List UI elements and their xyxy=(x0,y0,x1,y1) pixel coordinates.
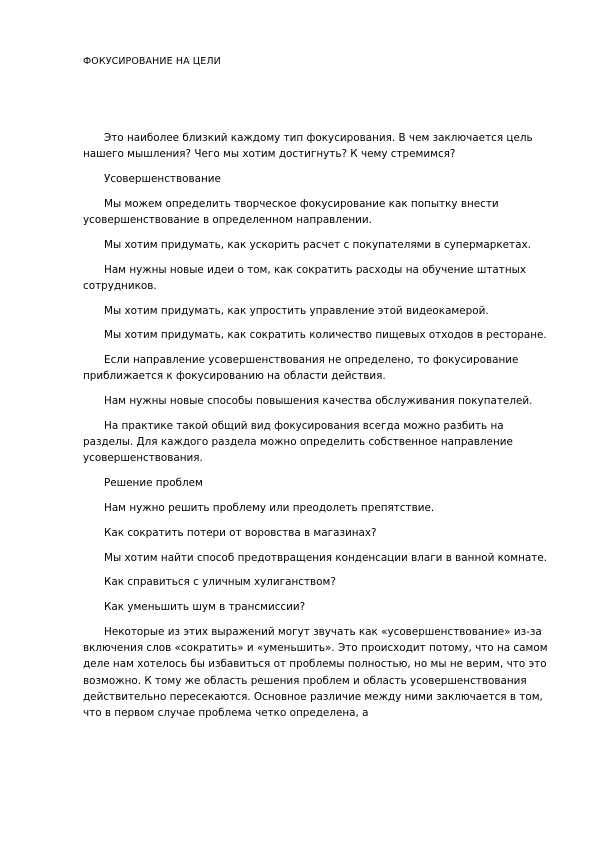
paragraph-intro: Это наиболее близкий каждому тип фокусирования. В чем заключается цель нашего мышления? Чего мы хотим достигнуть? К чему стремимся? xyxy=(83,132,533,161)
paragraph: Нам нужны новые идеи о том, как сократить расходы на обучение штатных сотрудников. xyxy=(83,263,526,292)
paragraph: Мы хотим найти способ предотвращения конденсации влаги в ванной комнате. xyxy=(104,551,548,564)
paragraph: Мы можем определить творческое фокусирование как попытку внести усовершенствование в определенном направлении. xyxy=(83,197,499,226)
section-heading-problem-solving: Решение проблем xyxy=(104,477,203,490)
paragraph: Как сократить потери от воровства в магазинах? xyxy=(104,526,377,539)
paragraph: Некоторые из этих выражений могут звучать как «усовершенствование» из-за включения слов «сократить» и «уменьшить». Это происходит потому, что на самом деле нам хотелось бы избавиться от проблемы полностью, но мы не верим, что это возможно. К тому же область решения проблем и область усовершенствования действительно пересекаются. Основное различие между ними заключается в том, что в первом случае проблема четко определена, а xyxy=(83,625,548,719)
paragraph: Мы хотим придумать, как упростить управление этой видеокамерой. xyxy=(104,304,489,317)
paragraph: Нам нужно решить проблему или преодолеть препятствие. xyxy=(104,501,435,514)
paragraph: Мы хотим придумать, как ускорить расчет с покупателями в супермаркетах. xyxy=(104,238,531,251)
section-heading-improvement: Усовершенствование xyxy=(104,173,221,185)
paragraph: Как уменьшить шум в трансмиссии? xyxy=(104,601,306,614)
paragraph: Нам нужны новые способы повышения качества обслуживания покупателей. xyxy=(104,395,533,408)
paragraph: Мы хотим придумать, как сократить количество пищевых отходов в ресторане. xyxy=(104,329,547,342)
paragraph: На практике такой общий вид фокусирования всегда можно разбить на разделы. Для каждого раздела можно определить собственное направление усовершенствования. xyxy=(83,419,513,465)
paragraph: Как справиться с уличным хулиганством? xyxy=(104,576,336,589)
document-title: ФОКУСИРОВАНИЕ НА ЦЕЛИ xyxy=(83,56,221,67)
document-body xyxy=(83,130,553,730)
paragraph: Если направление усовершенствования не определено, то фокусирование приближается к фокусированию на области действия. xyxy=(83,354,519,383)
